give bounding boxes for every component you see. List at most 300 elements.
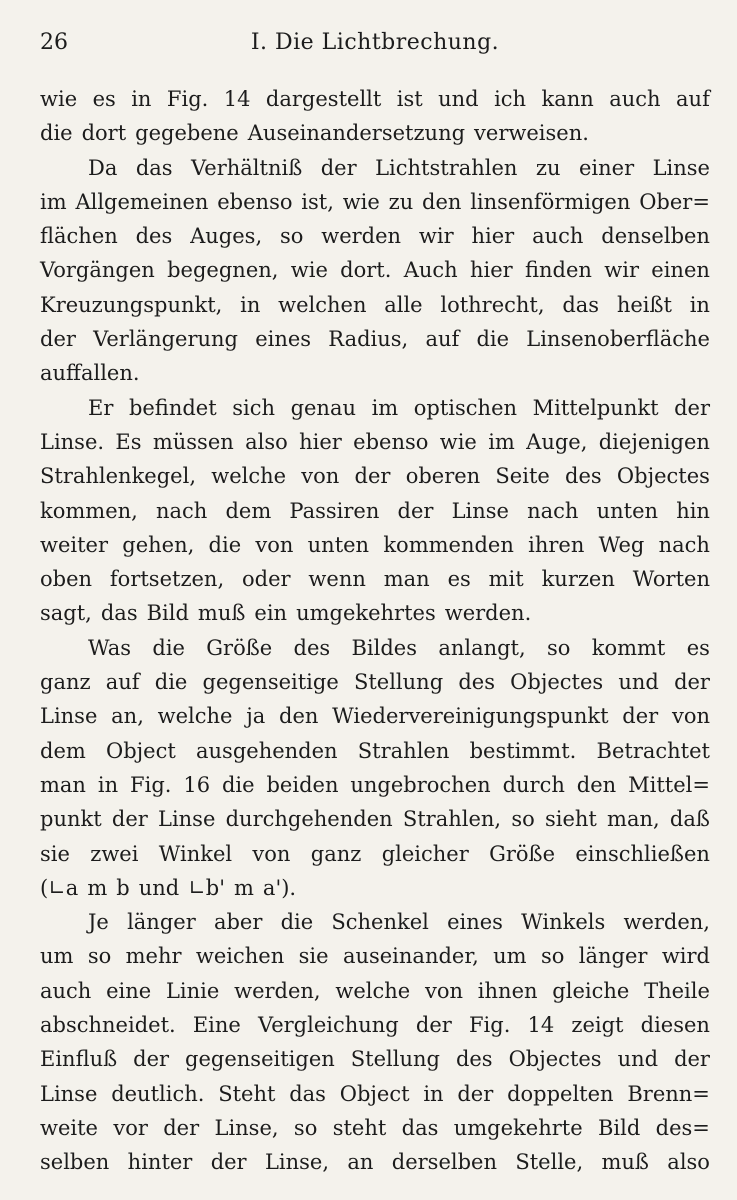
word: Vergleichung — [257, 1013, 399, 1038]
word: Winkel — [158, 841, 233, 866]
word: sich — [232, 395, 275, 420]
word: Verlängerung — [93, 327, 238, 352]
page-header — [40, 22, 710, 62]
word: muß — [197, 601, 246, 626]
text-line — [40, 391, 710, 425]
word: doppelten — [507, 1081, 614, 1106]
word: Linsenoberfläche — [526, 327, 710, 352]
text-line — [40, 871, 710, 905]
word: so — [540, 944, 565, 969]
word: auf — [676, 87, 710, 111]
word: eine — [106, 978, 152, 1003]
word: hin — [676, 498, 710, 523]
text-line — [40, 1077, 710, 1111]
word: müssen — [152, 429, 234, 454]
word: bestimmt. — [469, 738, 577, 763]
word: ist — [396, 87, 423, 111]
word: so — [293, 1115, 318, 1140]
word: dort — [81, 121, 127, 146]
word: das — [135, 155, 173, 180]
word: Radius, — [328, 327, 409, 352]
word: werden, — [234, 978, 321, 1003]
word: zu — [388, 189, 414, 214]
word: so — [279, 224, 304, 249]
word: optischen — [413, 395, 518, 420]
word: 14 — [223, 87, 251, 111]
word: Fig. — [166, 87, 209, 111]
word: die — [152, 635, 185, 660]
word: an, — [111, 704, 144, 729]
word: der — [674, 1047, 710, 1072]
word: verweisen. — [474, 121, 589, 146]
word: linsenförmigen — [470, 189, 631, 214]
word: ist, — [301, 189, 334, 214]
word: der — [674, 395, 710, 420]
word: derselben — [391, 1150, 497, 1175]
word: Ober= — [639, 189, 710, 214]
word: Objectes — [616, 464, 710, 489]
word: der — [674, 670, 710, 695]
word: Object — [339, 1081, 410, 1106]
word: Fig. — [130, 772, 172, 797]
text-line — [40, 528, 710, 562]
word: deutlich. — [111, 1081, 205, 1106]
word: Auge, — [526, 429, 588, 454]
word: kommen, — [40, 498, 138, 523]
word: dort. — [340, 258, 392, 283]
word: also — [245, 429, 288, 454]
word: Linse — [158, 807, 216, 832]
word: auf — [105, 670, 140, 695]
word: einen — [651, 258, 710, 283]
word: Object — [106, 738, 176, 763]
word: Linse — [40, 704, 98, 729]
word: Linse — [40, 1081, 98, 1106]
word: umgekehrtes — [296, 601, 436, 626]
word: Vorgängen — [40, 258, 155, 283]
word: die — [208, 532, 242, 557]
word: aber — [213, 910, 263, 935]
word: Schenkel — [331, 910, 429, 935]
word: Stelle, — [515, 1150, 584, 1175]
word: in — [689, 292, 710, 317]
word: der — [622, 704, 659, 729]
word: Linse. — [40, 429, 105, 454]
word: man — [40, 772, 86, 797]
word: Objectes — [508, 1047, 602, 1072]
text-line — [40, 665, 710, 699]
word: Er — [88, 395, 114, 420]
word: und — [617, 1047, 659, 1072]
word: dem — [225, 498, 272, 523]
text-line — [40, 1145, 710, 1179]
word: Mittel= — [628, 772, 710, 797]
running-head: I. Die Lichtbrechung. — [250, 30, 500, 55]
word: also — [667, 1150, 710, 1175]
text-line — [40, 1008, 710, 1042]
word: hinter — [127, 1150, 193, 1175]
word: nach — [527, 498, 579, 523]
word: man, — [607, 807, 660, 832]
word: Winkels — [521, 910, 606, 935]
word: Fig. — [468, 1013, 511, 1038]
word: in — [423, 1081, 444, 1106]
word: Seite — [495, 464, 550, 489]
text-line — [40, 939, 710, 973]
word: wird — [661, 944, 710, 969]
word: befindet — [128, 395, 217, 420]
word: a'). — [262, 875, 297, 900]
word: Auges, — [190, 224, 263, 249]
word: Eine — [192, 1013, 241, 1038]
word: Brenn= — [627, 1081, 710, 1106]
word: ja — [246, 704, 266, 729]
text-line — [40, 837, 710, 871]
word: mehr — [125, 944, 182, 969]
word: wenn — [308, 567, 366, 592]
text-line — [40, 425, 710, 459]
word: welche — [335, 978, 411, 1003]
word: alle — [384, 292, 423, 317]
word: wie — [439, 429, 477, 454]
page-number: 26 — [40, 30, 68, 55]
text-line — [40, 562, 710, 596]
word: ebenso — [353, 429, 429, 454]
text-line — [40, 151, 710, 185]
word: um — [40, 944, 74, 969]
word: des= — [655, 1115, 710, 1140]
word: dem — [40, 738, 86, 763]
word: Linse, — [264, 1150, 330, 1175]
word: Mittelpunkt — [532, 395, 659, 420]
word: m — [87, 875, 108, 900]
word: gegebene — [135, 121, 239, 146]
word: unten — [307, 532, 370, 557]
word: Steht — [218, 1081, 276, 1106]
word: werden — [321, 224, 402, 249]
word: nach — [658, 532, 710, 557]
word: m — [234, 875, 254, 900]
word: der — [163, 1115, 200, 1140]
word: im — [488, 429, 515, 454]
body-text — [40, 82, 710, 1180]
word: die — [476, 327, 510, 352]
word: anlangt, — [438, 635, 526, 660]
word: ganz — [40, 670, 91, 695]
word: muß — [601, 1150, 649, 1175]
word: Worten — [632, 567, 710, 592]
word: es — [92, 87, 116, 111]
text-line — [40, 734, 710, 768]
word: 14 — [527, 1013, 555, 1038]
text-line — [40, 596, 710, 630]
word: des — [458, 670, 495, 695]
word: Linse — [451, 498, 509, 523]
word: und — [138, 875, 180, 900]
word: kurzen — [541, 567, 615, 592]
word: flächen — [40, 224, 118, 249]
word: und — [618, 670, 659, 695]
word: der — [415, 1013, 452, 1038]
word: Objectes — [510, 670, 604, 695]
word: ein — [254, 601, 288, 626]
word: Passiren — [289, 498, 380, 523]
word: Strahlen — [357, 738, 450, 763]
text-line — [40, 116, 710, 150]
word: weiter — [40, 532, 109, 557]
word: begegnen, — [167, 258, 279, 283]
word: der — [457, 1081, 494, 1106]
text-line — [40, 459, 710, 493]
word: fortsetzen, — [109, 567, 225, 592]
word: Was — [88, 635, 132, 660]
text-line — [40, 253, 710, 287]
word: es — [447, 567, 471, 592]
word: wie — [342, 189, 380, 214]
word: ihnen — [477, 978, 538, 1003]
word: der — [210, 1150, 247, 1175]
word: werden, — [623, 910, 710, 935]
word: hier — [470, 258, 513, 283]
word: finden — [525, 258, 592, 283]
word: das — [100, 601, 138, 626]
text-line — [40, 356, 710, 390]
word: von — [252, 841, 291, 866]
text-line — [40, 905, 710, 939]
word: vor — [113, 1115, 148, 1140]
word: hier — [299, 429, 342, 454]
word: Linse, — [214, 1115, 279, 1140]
word: des — [565, 464, 602, 489]
word: gleicher — [381, 841, 469, 866]
word: einer — [578, 155, 635, 180]
word: Bild — [597, 1115, 641, 1140]
word: wir — [604, 258, 639, 283]
word: kommt — [591, 635, 666, 660]
word: dargestellt — [265, 87, 382, 111]
word: die — [280, 910, 314, 935]
word: welchen — [278, 292, 367, 317]
word: lothrecht, — [440, 292, 545, 317]
text-line — [40, 288, 710, 322]
word: der — [397, 498, 434, 523]
word: des — [293, 635, 331, 660]
word: Allgemeinen — [75, 189, 209, 214]
word: hier — [471, 224, 515, 249]
word: es — [686, 635, 710, 660]
word: den — [576, 772, 617, 797]
word: des — [135, 224, 173, 249]
word: selben — [40, 1150, 110, 1175]
word: sie — [40, 841, 70, 866]
word: wie — [40, 87, 78, 111]
text-line — [40, 974, 710, 1008]
word: welche — [157, 704, 233, 729]
word: den — [279, 704, 319, 729]
word: der — [354, 464, 391, 489]
word: ich — [494, 87, 527, 111]
word: kann — [541, 87, 594, 111]
word: den — [422, 189, 462, 214]
text-line — [40, 631, 710, 665]
word: von — [255, 532, 294, 557]
word: durchgehenden — [225, 807, 393, 832]
word: werden. — [444, 601, 532, 626]
word: länger — [127, 910, 196, 935]
word: ihren — [528, 532, 585, 557]
word: diejenigen — [598, 429, 710, 454]
word: sieht — [544, 807, 597, 832]
word: um — [493, 944, 527, 969]
word: das — [562, 292, 600, 317]
word: oberen — [405, 464, 481, 489]
word: Einfluß — [40, 1047, 118, 1072]
word: ∟b' — [188, 875, 225, 900]
word: im — [40, 189, 67, 214]
word: zeigt — [571, 1013, 624, 1038]
word: eines — [255, 327, 312, 352]
word: einschließen — [575, 841, 710, 866]
word: nach — [155, 498, 208, 523]
word: des — [455, 1047, 493, 1072]
word: daß — [669, 807, 710, 832]
word: im — [371, 395, 399, 420]
word: Weg — [598, 532, 645, 557]
word: zwei — [90, 841, 139, 866]
word: Strahlenkegel, — [40, 464, 196, 489]
text-line — [40, 219, 710, 253]
word: heißt — [616, 292, 672, 317]
word: so — [511, 807, 535, 832]
word: steht — [332, 1115, 387, 1140]
text-line — [40, 802, 710, 836]
word: auseinander, — [342, 944, 479, 969]
word: an — [347, 1150, 374, 1175]
word: ungebrochen — [350, 772, 491, 797]
word: oder — [242, 567, 291, 592]
word: auch — [532, 224, 584, 249]
word: von — [671, 704, 710, 729]
word: wir — [418, 224, 454, 249]
word: umgekehrte — [453, 1115, 583, 1140]
word: gegenseitige — [202, 670, 339, 695]
word: weite — [40, 1115, 98, 1140]
text-line — [40, 1042, 710, 1076]
word: von — [301, 464, 340, 489]
word: der — [133, 1047, 170, 1072]
word: in — [97, 772, 119, 797]
word: zu — [535, 155, 561, 180]
word: 16 — [183, 772, 211, 797]
word: mit — [488, 567, 524, 592]
word: sie — [298, 944, 329, 969]
word: diesen — [640, 1013, 710, 1038]
word: Auch — [403, 258, 458, 283]
word: kommenden — [383, 532, 514, 557]
word: oben — [40, 567, 93, 592]
word: Größe — [489, 841, 555, 866]
word: Bild — [146, 601, 189, 626]
word: in — [240, 292, 261, 317]
word: sagt, — [40, 601, 92, 626]
word: in — [131, 87, 152, 111]
word: der — [111, 807, 148, 832]
text-line — [40, 322, 710, 356]
word: Wiedervereinigungspunkt — [332, 704, 609, 729]
word: Theile — [644, 978, 710, 1003]
word: das — [289, 1081, 326, 1106]
word: eines — [447, 910, 503, 935]
word: auch — [609, 87, 661, 111]
word: beiden — [266, 772, 339, 797]
word: Kreuzungspunkt, — [40, 292, 223, 317]
word: Lichtstrahlen — [375, 155, 518, 180]
word: länger — [578, 944, 648, 969]
word: gegenseitigen — [185, 1047, 335, 1072]
word: von — [424, 978, 464, 1003]
word: gehen, — [122, 532, 195, 557]
text-line — [40, 185, 710, 219]
word: ebenso — [217, 189, 293, 214]
word: Betrachtet — [596, 738, 710, 763]
word: die — [40, 121, 73, 146]
word: abschneidet. — [40, 1013, 176, 1038]
word: so — [547, 635, 571, 660]
word: Da — [88, 155, 118, 180]
word: Auseinandersetzung — [247, 121, 466, 146]
text-line — [40, 82, 710, 116]
word: Es — [115, 429, 142, 454]
text-line — [40, 494, 710, 528]
word: welche — [211, 464, 287, 489]
text-line — [40, 768, 710, 802]
word: genau — [290, 395, 357, 420]
word: auf — [425, 327, 460, 352]
word: unten — [596, 498, 659, 523]
word: das — [401, 1115, 439, 1140]
word: der — [320, 155, 357, 180]
word: ausgehenden — [196, 738, 338, 763]
word: der — [40, 327, 76, 352]
word: Größe — [206, 635, 273, 660]
word: b — [116, 875, 130, 900]
word: auffallen. — [40, 361, 140, 386]
word: man — [383, 567, 430, 592]
word: punkt — [40, 807, 102, 832]
text-line — [40, 1111, 710, 1145]
word: durch — [502, 772, 565, 797]
word: Verhältniß — [191, 155, 303, 180]
word: auch — [40, 978, 92, 1003]
word: (∟a — [40, 875, 79, 900]
word: Linie — [165, 978, 220, 1003]
word: so — [87, 944, 112, 969]
word: Stellung — [350, 1047, 440, 1072]
word: Je — [88, 910, 109, 935]
word: ganz — [310, 841, 362, 866]
word: Bildes — [351, 635, 417, 660]
word: und — [438, 87, 479, 111]
word: gleiche — [552, 978, 630, 1003]
word: weichen — [195, 944, 285, 969]
word: Strahlen, — [402, 807, 502, 832]
word: Stellung — [353, 670, 444, 695]
word: die — [154, 670, 188, 695]
word: Linse — [652, 155, 710, 180]
word: denselben — [601, 224, 710, 249]
word: die — [221, 772, 255, 797]
word: wie — [290, 258, 328, 283]
